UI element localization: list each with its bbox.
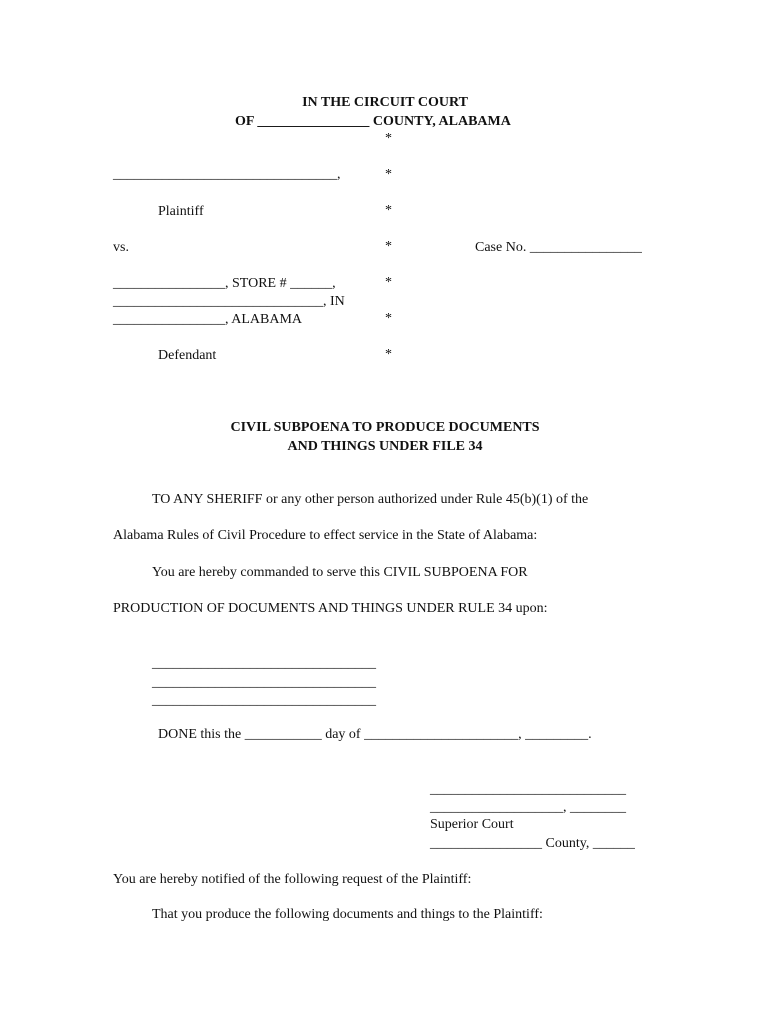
court-heading-line1: IN THE CIRCUIT COURT (302, 95, 468, 110)
signature-court-label: Superior Court (430, 817, 514, 832)
plaintiff-name-blank: ________________________________, (113, 167, 341, 182)
defendant-line2: ______________________________, IN (113, 294, 345, 309)
paragraph-sheriff-line2: Alabama Rules of Civil Procedure to effect service in the State of Alabama: (113, 528, 538, 543)
caption-asterisk: * (385, 347, 392, 362)
addressee-blank-line: ________________________________ (152, 675, 376, 690)
case-number-field: Case No. ________________ (475, 240, 642, 255)
defendant-label: Defendant (158, 348, 217, 363)
paragraph-sheriff-line1: TO ANY SHERIFF or any other person authorized under Rule 45(b)(1) of the (152, 492, 589, 507)
paragraph-command-line2: PRODUCTION OF DOCUMENTS AND THINGS UNDER RULE 34 upon: (113, 601, 548, 616)
addressee-blank-line: ________________________________ (152, 693, 376, 708)
addressee-blank-line: ________________________________ (152, 656, 376, 671)
caption-asterisk: * (385, 203, 392, 218)
court-heading-line2: OF ________________ COUNTY, ALABAMA (235, 114, 511, 129)
signature-line: ____________________________ (430, 782, 626, 797)
done-date-line: DONE this the ___________ day of ______________________, _________. (158, 727, 592, 742)
plaintiff-label: Plaintiff (158, 204, 204, 219)
defendant-line3: ________________, ALABAMA (113, 312, 303, 327)
caption-asterisk: * (385, 275, 392, 290)
caption-asterisk: * (385, 167, 392, 182)
notice-line1: You are hereby notified of the following request of the Plaintiff: (113, 872, 472, 887)
caption-asterisk: * (385, 131, 392, 146)
signature-title-line: ___________________, ________ (430, 800, 626, 815)
defendant-line1: ________________, STORE # ______, (113, 276, 336, 291)
versus-label: vs. (113, 240, 129, 255)
paragraph-command-line1: You are hereby commanded to serve this CIVIL SUBPOENA FOR (152, 565, 528, 580)
caption-asterisk: * (385, 239, 392, 254)
document-title-line2: AND THINGS UNDER FILE 34 (287, 439, 483, 454)
caption-asterisk: * (385, 311, 392, 326)
document-title-line1: CIVIL SUBPOENA TO PRODUCE DOCUMENTS (230, 420, 540, 435)
notice-line2: That you produce the following documents and things to the Plaintiff: (152, 907, 543, 922)
signature-county-line: ________________ County, ______ (430, 836, 635, 851)
